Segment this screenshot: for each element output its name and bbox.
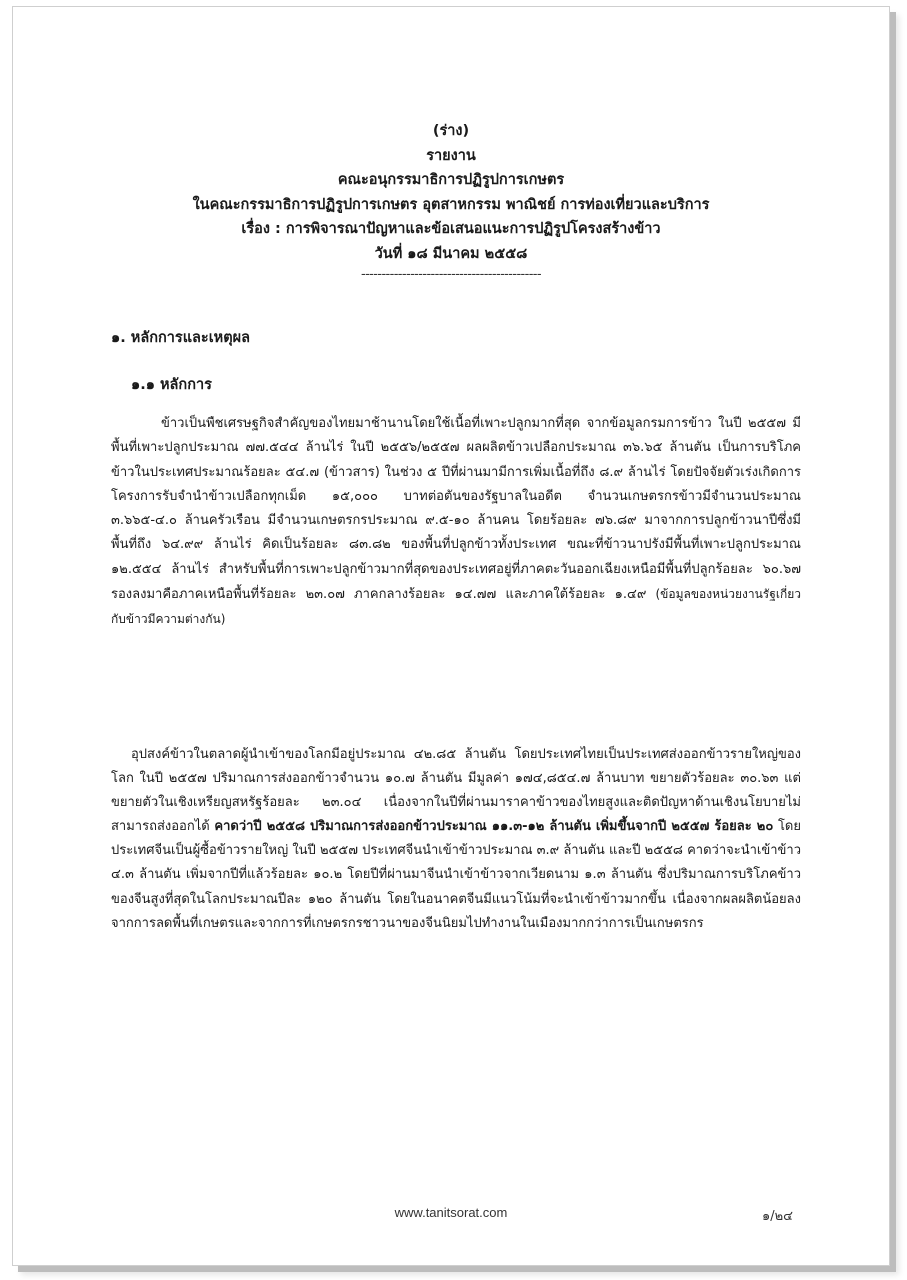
page-number: ๑/๒๔ bbox=[761, 1209, 793, 1224]
paragraph-2-bold-forecast: คาดว่าปี ๒๕๕๘ ปริมาณการส่งออกข้าวประมาณ ๑๑.๓-๑๒ ล้านตัน เพิ่มขึ้นจากปี ๒๕๕๗ ร้อยละ ๒๐ bbox=[214, 819, 774, 835]
report-label: รายงาน bbox=[426, 147, 476, 164]
paragraph-rice-production bbox=[111, 412, 801, 633]
draft-label: (ร่าง) bbox=[432, 123, 470, 139]
subject-line: เรื่อง : การพิจารณาปัญหาและข้อเสนอแนะการปฏิรูปโครงสร้างข้าว bbox=[241, 221, 661, 237]
subcommittee-name: คณะอนุกรรมาธิการปฏิรูปการเกษตร bbox=[337, 172, 565, 188]
section-heading-1-1: ๑.๑ หลักการ bbox=[131, 377, 212, 393]
document-header bbox=[13, 119, 889, 282]
paragraph-2-text-a: อุปสงค์ข้าวในตลาดผู้นำเข้าของโลกมีอยู่ประมาณ ๔๒.๘๕ ล้านตัน โดยประเทศไทยเป็นประเทศส่งออกข้าวรายใหญ่ของโลก ในปี ๒๕๕๗ ปริมาณการส่งออกข้าวจำนวน ๑๐.๗ ล้านตัน มีมูลค่า ๑๗๔,๘๕๔.๗ ล้านบาท ขยายตัวร้อยละ ๓๐.๖๓ แต่ขยายตัวในเชิงเหรียญสหรัฐร้อยละ ๒๓.๐๔ เนื่องจากในปีที่ผ่านมาราคาข้าวของไทยสูงและติดปัญหาด้านเชิงนโยบายไม่สามารถส่งออกได้ bbox=[111, 747, 801, 835]
committee-name: ในคณะกรรมาธิการปฏิรูปการเกษตร อุตสาหกรรม พาณิชย์ การท่องเที่ยวและบริการ bbox=[192, 196, 710, 213]
paragraph-1-text: ข้าวเป็นพืชเศรษฐกิจสำคัญของไทยมาช้านานโดยใช้เนื้อที่เพาะปลูกมากที่สุด จากข้อมูลกรมการข้าว ในปี ๒๕๕๗ มีพื้นที่เพาะปลูกประมาณ ๗๗.๕๔๔ ล้านไร่ ในปี ๒๕๕๖/๒๕๕๗ ผลผลิตข้าวเปลือกประมาณ ๓๖.๖๕ ล้านตัน เป็นการบริโภคข้าวในประเทศประมาณร้อยละ ๕๔.๗ (ข้าวสาร) ในช่วง ๕ ปีที่ผ่านมามีการเพิ่มเนื้อที่ถึง ๘.๙ ล้านไร่ โดยปัจจัยตัวเร่งเกิดการโครงการรับจำนำข้าวเปลือกทุกเม็ด ๑๕,๐๐๐ บาทต่อตันของรัฐบาลในอดีต จำนวนเกษตรกรข้าวมีจำนวนประมาณ ๓.๖๖๕-๔.๐ ล้านครัวเรือน มีจำนวนเกษตรกรประมาณ ๙.๕-๑๐ ล้านคน โดยร้อยละ ๗๖.๘๙ มาจากการปลูกข้าวนาปีซึ่งมีพื้นที่ถึง ๖๔.๙๙ ล้านไร่ คิดเป็นร้อยละ ๘๓.๘๒ ของพื้นที่ปลูกข้าวทั้งประเทศ ขณะที่ข้าวนาปรังมีพื้นที่เพาะปลูกประมาณ ๑๒.๕๕๔ ล้านไร่ สำหรับพื้นที่การเพาะปลูกข้าวมากที่สุดของประเทศอยู่ที่ภาคตะวันออกเฉียงเหนือมีพื้นที่ปลูกร้อยละ ๖๐.๖๗ รองลงมาคือภาคเหนือพื้นที่ร้อยละ ๒๓.๐๗ ภาคกลางร้อยละ ๑๔.๗๗ และภาคใต้ร้อยละ ๑.๔๙ bbox=[111, 416, 801, 603]
date-line: วันที่ ๑๘ มีนาคม ๒๕๕๘ bbox=[374, 245, 528, 262]
paragraph-2-text-b: โดยประเทศจีนเป็นผู้ซื้อข้าวรายใหญ่ ในปี ๒๕๕๗ ประเทศจีนนำเข้าข้าวประมาณ ๓.๙ ล้านตัน และปี ๒๕๕๘ คาดว่าจะนำเข้าข้าว ๔.๓ ล้านตัน เพิ่มจากปีที่แล้วร้อยละ ๑๐.๒ โดยปีที่ผ่านมาจีนนำเข้าข้าวจากเวียดนาม ๑.๓ ล้านตัน ซึ่งปริมาณการบริโภคข้าวของจีนสูงที่สุดในโลกประมาณปีละ ๑๒๐ ล้านตัน โดยในอนาคตจีนมีแนวโน้มที่จะนำเข้าข้าวมากขึ้น เนื่องจากผลผลิตน้อยลงจากการลดพื้นที่เกษตรและจากการที่เกษตรกรชาวนาของจีนนิยมไปทำงานในเมืองมากกว่าการเป็นเกษตรกร bbox=[111, 819, 802, 931]
source-note: (ข้อมูลของหน่วยงานรัฐเกี่ยวกับข้าวมีความต่างกัน) bbox=[111, 587, 801, 627]
section-heading-1: ๑. หลักการและเหตุผล bbox=[111, 330, 251, 346]
footer-url: www.tanitsorat.com bbox=[394, 1205, 508, 1220]
paragraph-rice-export bbox=[111, 743, 801, 936]
separator-line: -------------------------------------------- bbox=[360, 267, 541, 282]
document-page bbox=[12, 6, 890, 1266]
